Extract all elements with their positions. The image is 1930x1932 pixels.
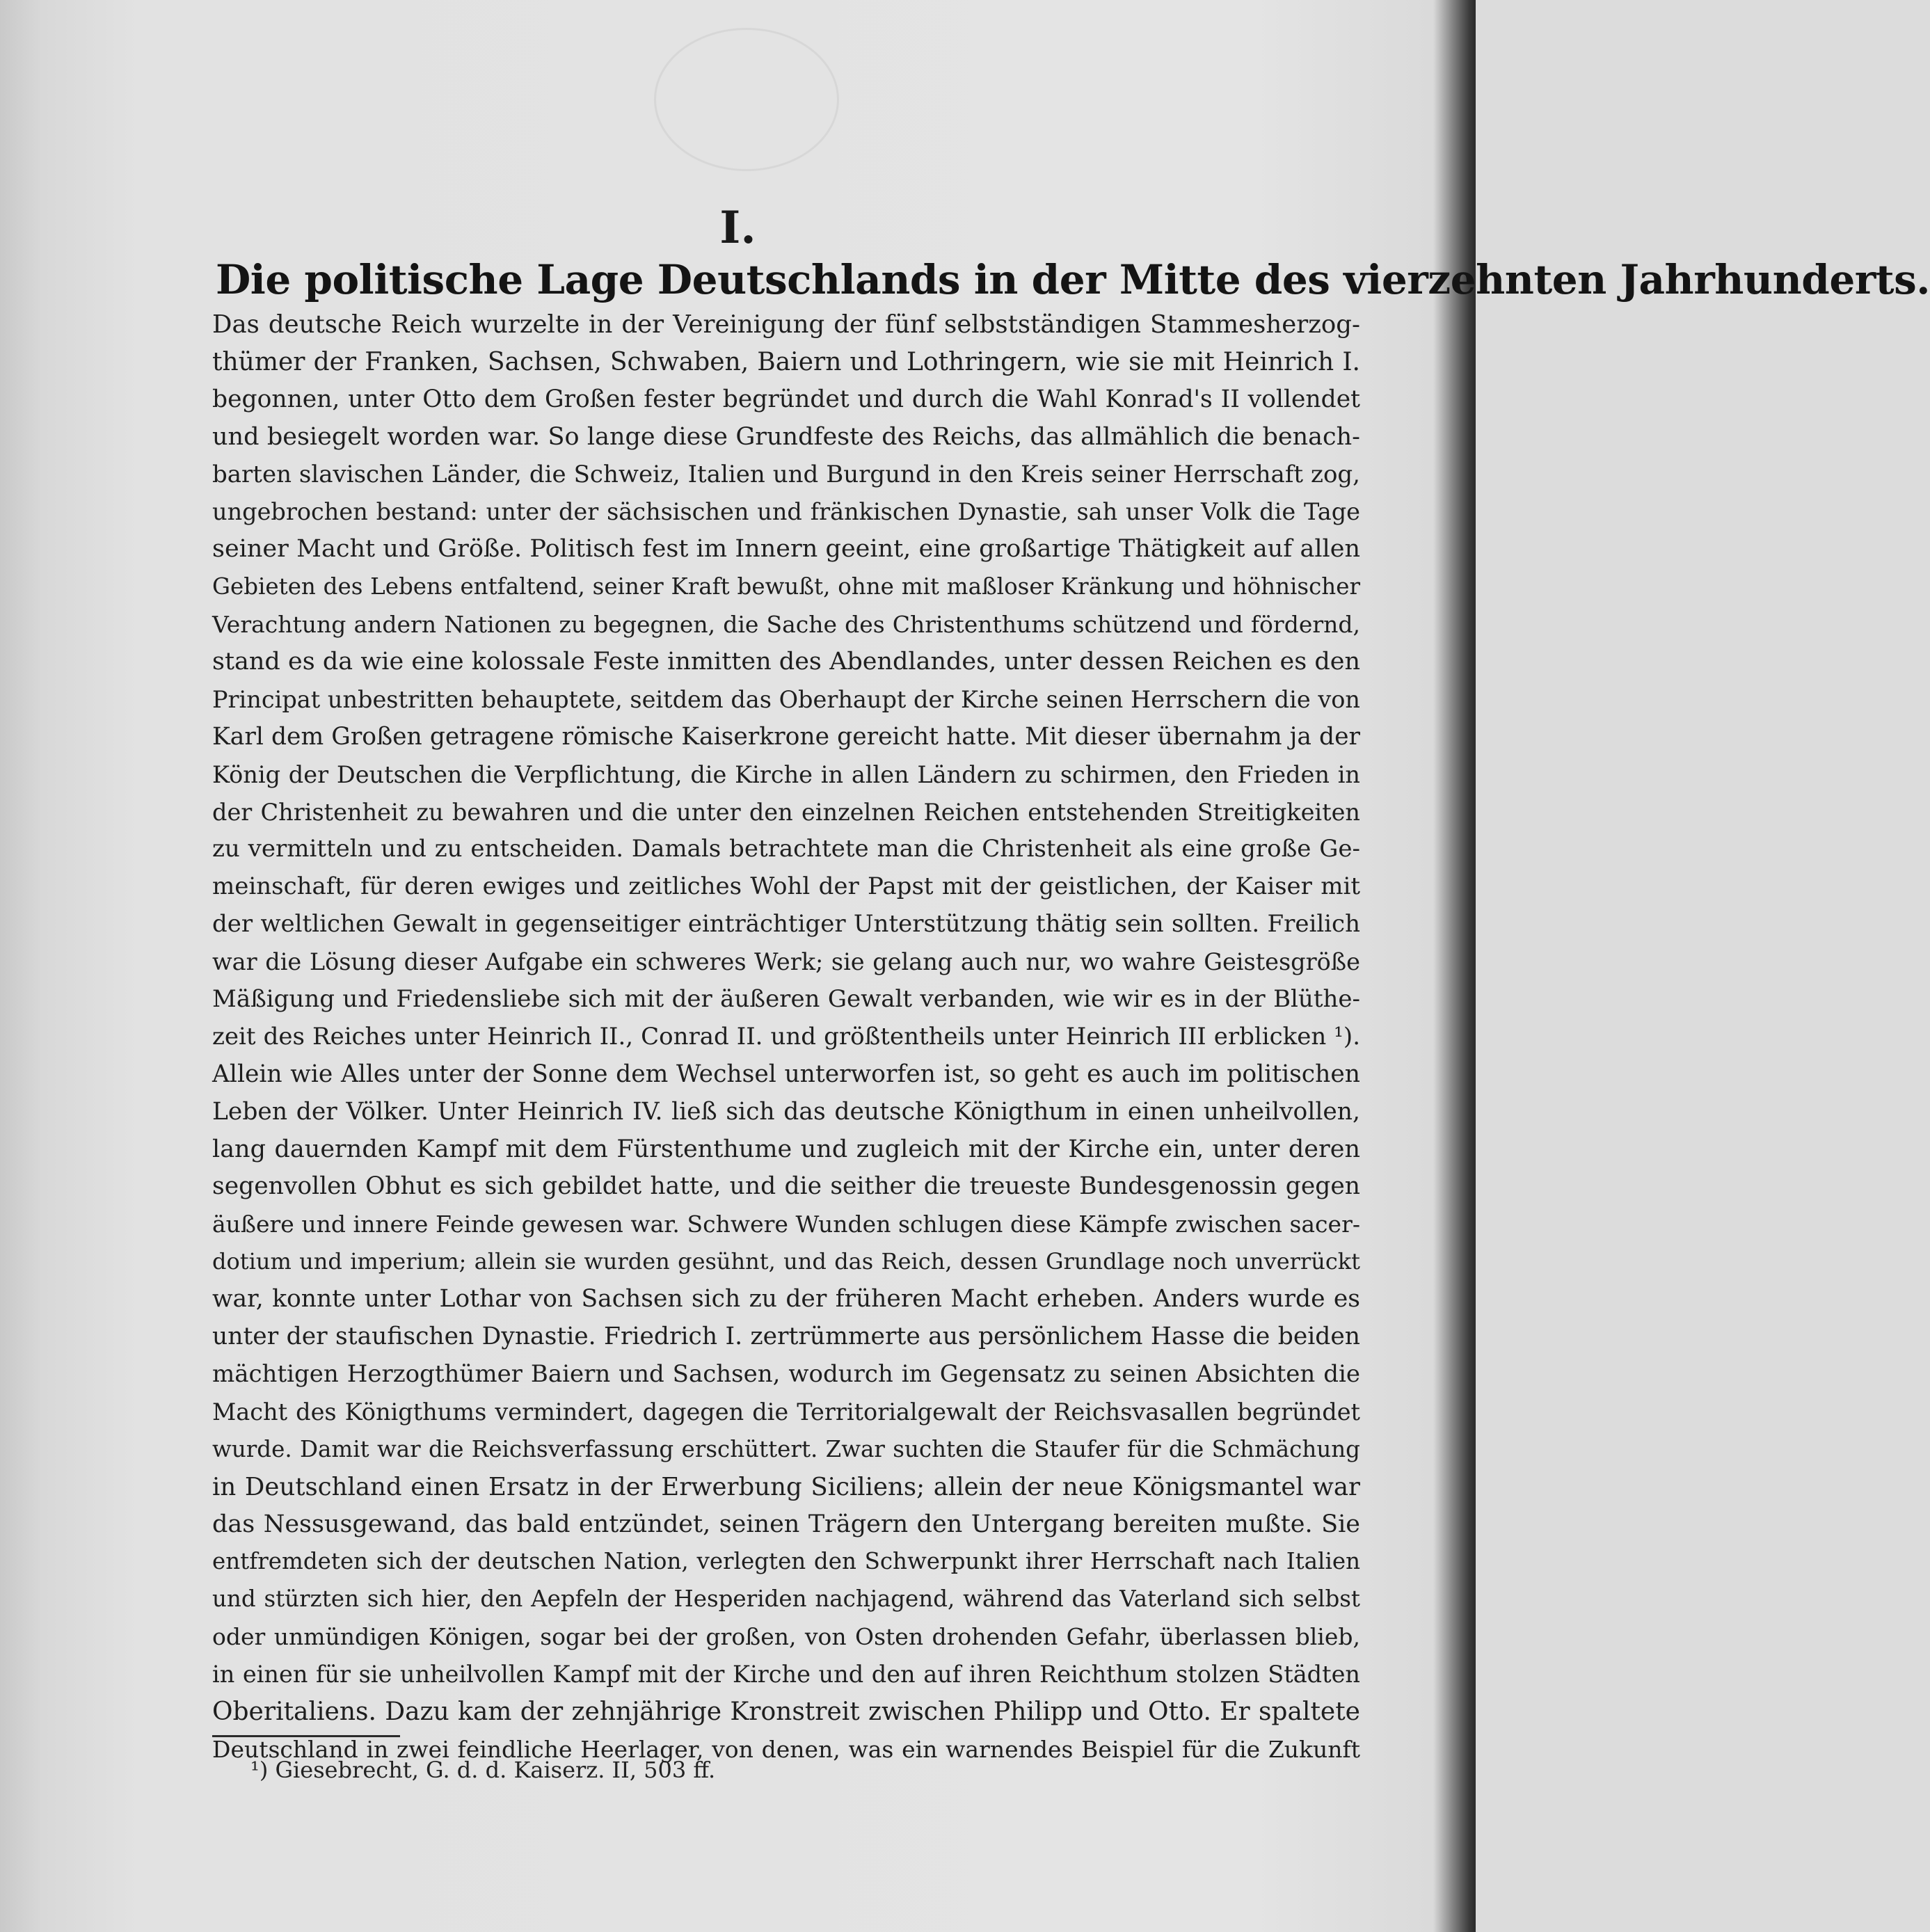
text-line: Verachtung andern Nationen zu begegnen, die Sache des Christenthums schützend und fördernd,	[212, 611, 1360, 639]
text-line: begonnen, unter Otto dem Großen fester begründet und durch die Wahl Konrad's II vollendet	[212, 385, 1360, 413]
library-stamp-faint	[654, 28, 839, 171]
chapter-title: Die politische Lage Deutschlands in der Mitte des vierzehnten Jahrhunderts.	[216, 256, 1930, 303]
text-line: oder unmündigen Königen, sogar bei der großen, von Osten drohenden Gefahr, überlassen blieb,	[212, 1623, 1360, 1651]
text-line: Das deutsche Reich wurzelte in der Vereinigung der fünf selbstständigen Stammesherzog-	[212, 310, 1360, 339]
text-line: König der Deutschen die Verpflichtung, die Kirche in allen Ländern zu schirmen, den Frieden in	[212, 760, 1360, 788]
text-line: und besiegelt worden war. So lange diese Grundfeste des Reichs, das allmählich die benach-	[212, 422, 1360, 451]
text-line: zu vermitteln und zu entscheiden. Damals betrachtete man die Christenheit als eine große Ge-	[212, 835, 1360, 863]
text-line: der Christenheit zu bewahren und die unter den einzelnen Reichen entstehenden Streitigkeiten	[212, 798, 1360, 826]
text-line: das Nessusgewand, das bald entzündet, seinen Trägern den Untergang bereiten mußte. Sie	[212, 1510, 1360, 1538]
text-line: in einen für sie unheilvollen Kampf mit der Kirche und den auf ihren Reichthum stolzen Städten	[212, 1661, 1360, 1688]
text-line: lang dauernden Kampf mit dem Fürstenthume und zugleich mit der Kirche ein, unter deren	[212, 1135, 1360, 1163]
text-line: war, konnte unter Lothar von Sachsen sich zu der früheren Macht erheben. Anders wurde es	[212, 1285, 1360, 1314]
text-line: dotium und imperium; allein sie wurden gesühnt, und das Reich, dessen Grundlage noch unverrückt	[212, 1248, 1360, 1275]
text-line: Oberitaliens. Dazu kam der zehnjährige Kronstreit zwischen Philipp und Otto. Er spaltete	[212, 1697, 1360, 1726]
text-line: ungebrochen bestand: unter der sächsischen und fränkischen Dynastie, sah unser Volk die Tage	[212, 498, 1360, 526]
text-line: und stürzten sich hier, den Aepfeln der Hesperiden nachjagend, während das Vaterland sich selbst	[212, 1586, 1360, 1613]
text-line: Gebieten des Lebens entfaltend, seiner Kraft bewußt, ohne mit maßloser Kränkung und höhnischer	[212, 573, 1360, 600]
chapter-number: I.	[719, 202, 756, 254]
text-line: in Deutschland einen Ersatz in der Erwerbung Siciliens; allein der neue Königsmantel war	[212, 1472, 1360, 1501]
text-line: Deutschland in zwei feindliche Heerlager, von denen, was ein warnendes Beispiel für die Zukunft	[212, 1735, 1360, 1763]
text-line: zeit des Reiches unter Heinrich II., Conrad II. und größtentheils unter Heinrich III erblicken ¹).	[212, 1022, 1360, 1051]
text-line: meinschaft, für deren ewiges und zeitliches Wohl der Papst mit der geistlichen, der Kaiser mit	[212, 872, 1360, 901]
text-line: seiner Macht und Größe. Politisch fest im Innern geeint, eine großartige Thätigkeit auf allen	[212, 535, 1360, 564]
footnote-divider	[212, 1735, 400, 1737]
text-line: thümer der Franken, Sachsen, Schwaben, Baiern und Lothringern, wie sie mit Heinrich I.	[212, 347, 1360, 376]
text-line: segenvollen Obhut es sich gebildet hatte, und die seither die treueste Bundesgenossin gegen	[212, 1172, 1360, 1201]
text-line: barten slavischen Länder, die Schweiz, Italien und Burgund in den Kreis seiner Herrschaft zog,	[212, 460, 1360, 488]
text-line: wurde. Damit war die Reichsverfassung erschüttert. Zwar suchten die Staufer für die Schmächung	[212, 1435, 1360, 1462]
text-line: stand es da wie eine kolossale Feste inmitten des Abendlandes, unter dessen Reichen es den	[212, 648, 1360, 676]
text-line: Allein wie Alles unter der Sonne dem Wechsel unterworfen ist, so geht es auch im politischen	[212, 1060, 1360, 1088]
text-line: war die Lösung dieser Aufgabe ein schweres Werk; sie gelang auch nur, wo wahre Geistesgröße	[212, 948, 1360, 976]
text-line: Karl dem Großen getragene römische Kaiserkrone gereicht hatte. Mit dieser übernahm ja der	[212, 722, 1360, 751]
text-line: entfremdeten sich der deutschen Nation, verlegten den Schwerpunkt ihrer Herrschaft nach Italien	[212, 1548, 1360, 1575]
text-line: unter der staufischen Dynastie. Friedrich I. zertrümmerte aus persönlichem Hasse die beiden	[212, 1323, 1360, 1351]
text-line: mächtigen Herzogthümer Baiern und Sachsen, wodurch im Gegensatz zu seinen Absichten die	[212, 1359, 1360, 1388]
text-line: Mäßigung und Friedensliebe sich mit der äußeren Gewalt verbanden, wie wir es in der Blüthe-	[212, 985, 1360, 1014]
footnote: ¹) Giesebrecht, G. d. d. Kaiserz. II, 503 ff.	[250, 1757, 716, 1783]
body-text	[212, 306, 1360, 1769]
text-line: Principat unbestritten behauptete, seitdem das Oberhaupt der Kirche seinen Herrschern die von	[212, 685, 1360, 713]
text-line: der weltlichen Gewalt in gegenseitiger einträchtiger Unterstützung thätig sein sollten. Freilich	[212, 910, 1360, 939]
text-line: äußere und innere Feinde gewesen war. Schwere Wunden schlugen diese Kämpfe zwischen sacer-	[212, 1211, 1360, 1238]
text-line: Leben der Völker. Unter Heinrich IV. ließ sich das deutsche Königthum in einen unheilvollen,	[212, 1097, 1360, 1126]
text-line: Macht des Königthums vermindert, dagegen die Territorialgewalt der Reichsvasallen begründet	[212, 1398, 1360, 1426]
